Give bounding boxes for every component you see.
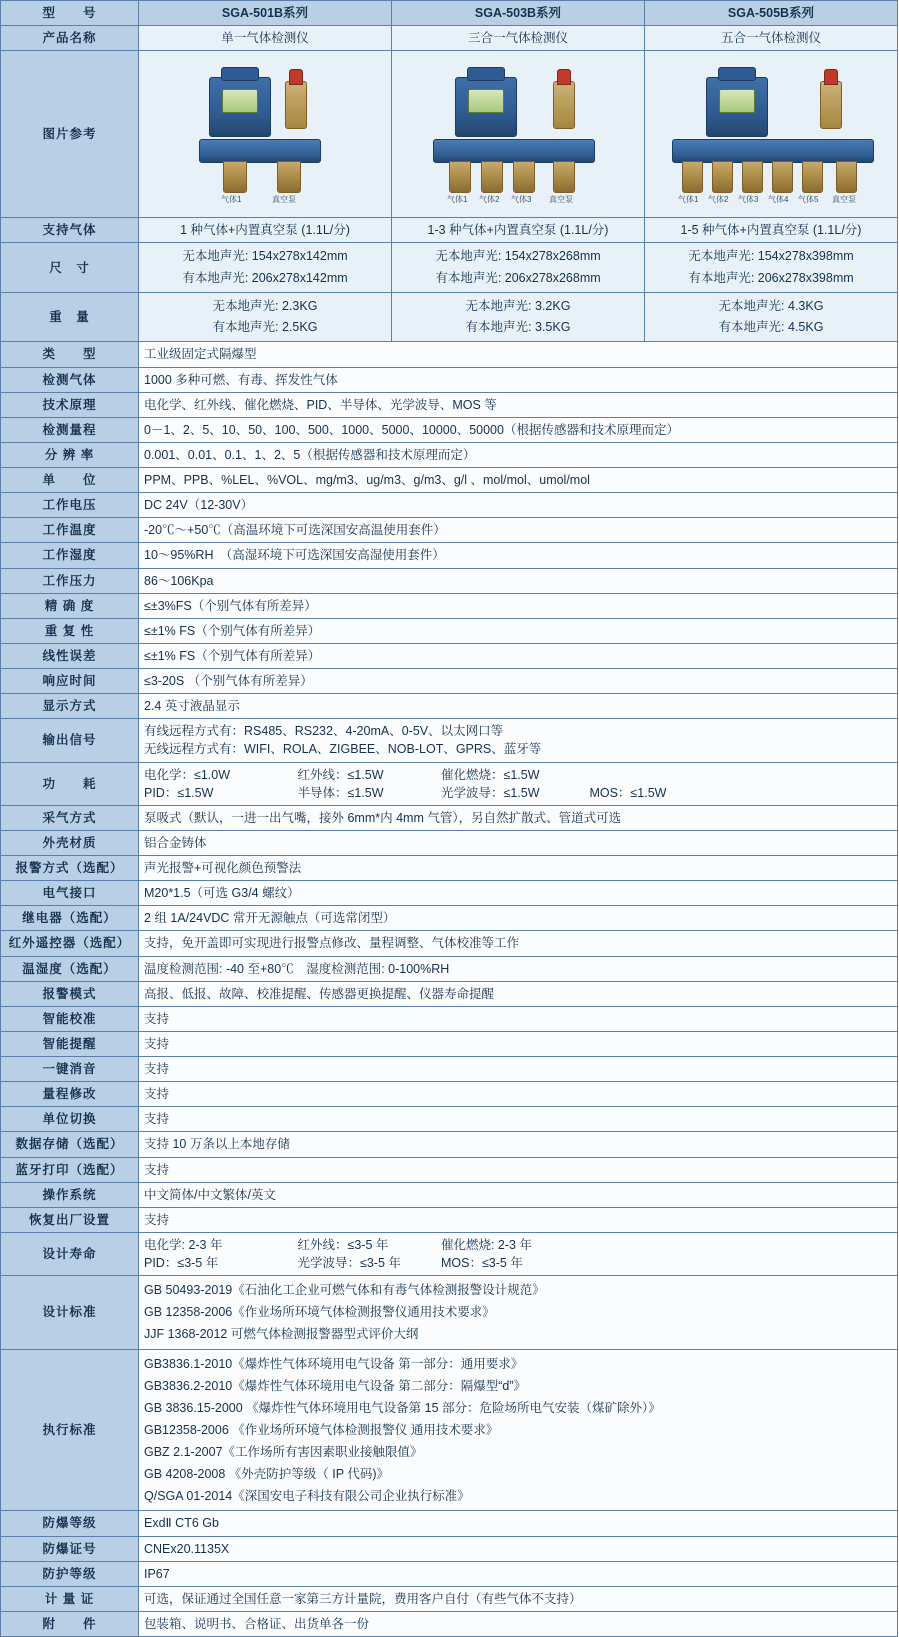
row-value: 五合一气体检测仪 bbox=[645, 26, 898, 51]
row-value: 单一气体检测仪 bbox=[139, 26, 392, 51]
manifold-bar bbox=[199, 139, 321, 163]
row-value: 支持 10 万条以上本地存储 bbox=[139, 1132, 898, 1157]
value-line: 有本地声光: 3.5KG bbox=[465, 320, 571, 335]
row-label: 精 确 度 bbox=[1, 593, 139, 618]
table-row-power bbox=[1, 762, 898, 805]
row-label: 产品名称 bbox=[1, 26, 139, 51]
power-item: 催化燃烧：≤1.5W bbox=[440, 767, 540, 782]
table-row bbox=[1, 956, 898, 981]
model-header-3: SGA-505B系列 bbox=[645, 1, 898, 26]
detector-screen bbox=[719, 89, 755, 113]
row-label: 报警方式（选配） bbox=[1, 856, 139, 881]
table-row bbox=[1, 805, 898, 830]
standard-line: GB 12358-2006《作业场所环境气体检测报警仪通用技术要求》 bbox=[144, 1305, 495, 1320]
value-line: 有本地声光: 2.5KG bbox=[212, 320, 318, 335]
row-value: M20*1.5（可选 G3/4 螺纹） bbox=[139, 881, 898, 906]
row-label: 单位切换 bbox=[1, 1107, 139, 1132]
row-value bbox=[139, 762, 898, 805]
row-label: 显示方式 bbox=[1, 694, 139, 719]
row-value: ≤3-20S （个别气体有所差异） bbox=[139, 669, 898, 694]
row-label: 技术原理 bbox=[1, 392, 139, 417]
standard-line: GB 4208-2008 《外壳防护等级（ IP 代码)》 bbox=[144, 1467, 389, 1482]
table-row bbox=[1, 1107, 898, 1132]
row-value: 支持 bbox=[139, 1082, 898, 1107]
product-image-cell-3 bbox=[645, 51, 898, 218]
table-row bbox=[1, 856, 898, 881]
lifetime-item: PID：≤3-5 年 bbox=[144, 1256, 219, 1270]
row-value bbox=[139, 1276, 898, 1349]
standard-line: GB 3836.15-2000 《爆炸性气体环境用电气设备第 15 部分：危险场所电气安装（煤矿除外）》 bbox=[144, 1400, 661, 1415]
caption-gas-5: 气体5 bbox=[798, 195, 819, 205]
standard-line: Q/SGA 01-2014《深国安电子科技有限公司企业执行标准》 bbox=[144, 1489, 470, 1504]
row-label: 设计寿命 bbox=[1, 1232, 139, 1275]
caption-gas-3: 气体3 bbox=[738, 195, 759, 205]
row-value: 支持 bbox=[139, 1031, 898, 1056]
caption-gas-2: 气体2 bbox=[708, 195, 729, 205]
row-value: PPM、PPB、%LEL、%VOL、mg/m3、ug/m3、g/m3、g/l 、mol/mol、umol/mol bbox=[139, 468, 898, 493]
table-row bbox=[1, 618, 898, 643]
row-value: 2 组 1A/24VDC 常开无源触点（可选常闭型） bbox=[139, 906, 898, 931]
row-label: 附 件 bbox=[1, 1611, 139, 1636]
row-value: 支持 bbox=[139, 1157, 898, 1182]
value-line bbox=[144, 766, 892, 784]
table-row bbox=[1, 392, 898, 417]
vacuum-pump bbox=[285, 81, 307, 129]
row-value: 0.001、0.01、0.1、1、2、5（根据传感器和技术原理而定） bbox=[139, 442, 898, 467]
row-label: 图片参考 bbox=[1, 51, 139, 218]
table-row bbox=[1, 830, 898, 855]
table-row bbox=[1, 568, 898, 593]
row-label: 单 位 bbox=[1, 468, 139, 493]
row-label: 报警模式 bbox=[1, 981, 139, 1006]
row-label: 温湿度（选配） bbox=[1, 956, 139, 981]
table-row bbox=[1, 1057, 898, 1082]
row-label: 数据存储（选配） bbox=[1, 1132, 139, 1157]
row-label: 工作压力 bbox=[1, 568, 139, 593]
sensor-module bbox=[513, 161, 535, 193]
table-row bbox=[1, 1586, 898, 1611]
sensor-module bbox=[836, 161, 857, 193]
table-row-design-standard bbox=[1, 1276, 898, 1349]
row-value bbox=[392, 243, 645, 293]
row-label: 类 型 bbox=[1, 342, 139, 367]
table-row bbox=[1, 1006, 898, 1031]
detector-screen bbox=[222, 89, 258, 113]
sensor-module bbox=[223, 161, 247, 193]
power-item: 半导体：≤1.5W bbox=[297, 785, 384, 800]
value-line bbox=[144, 1236, 892, 1254]
row-label: 采气方式 bbox=[1, 805, 139, 830]
row-value: 1-5 种气体+内置真空泵 (1.1L/分) bbox=[645, 218, 898, 243]
detector-top-cap bbox=[467, 67, 505, 81]
pump-top bbox=[824, 69, 838, 85]
row-label: 外壳材质 bbox=[1, 830, 139, 855]
detector-screen bbox=[468, 89, 504, 113]
lifetime-item: 催化燃烧: 2-3 年 bbox=[440, 1237, 532, 1252]
sensor-module bbox=[553, 161, 575, 193]
row-value: CNEx20.1135X bbox=[139, 1536, 898, 1561]
standard-line: GB3836.1-2010《爆炸性气体环境用电气设备 第一部分：通用要求》 bbox=[144, 1356, 524, 1371]
table-row bbox=[1, 468, 898, 493]
row-value bbox=[139, 243, 392, 293]
manifold-bar bbox=[672, 139, 874, 163]
row-label: 重 量 bbox=[1, 292, 139, 342]
value-line: 无本地声光: 154x278x142mm bbox=[182, 249, 348, 264]
row-label: 智能提醒 bbox=[1, 1031, 139, 1056]
sensor-module bbox=[277, 161, 301, 193]
value-line: 有本地声光: 206x278x142mm bbox=[182, 270, 348, 285]
table-row bbox=[1, 1611, 898, 1636]
row-label: 红外遥控器（选配） bbox=[1, 931, 139, 956]
detector-top-cap bbox=[221, 67, 259, 81]
table-row bbox=[1, 292, 898, 342]
caption-pump: 真空泵 bbox=[272, 195, 296, 205]
table-row-images bbox=[1, 51, 898, 218]
standard-line: GB 50493-2019《石油化工企业可燃气体和有毒气体检测报警设计规范》 bbox=[144, 1283, 545, 1298]
row-value: 0－1、2、5、10、50、100、500、1000、5000、10000、50000（根据传感器和技术原理而定） bbox=[139, 417, 898, 442]
table-row bbox=[1, 442, 898, 467]
device-illustration-1 bbox=[165, 59, 365, 209]
value-line: 有本地声光: 206x278x268mm bbox=[435, 270, 601, 285]
value-line: 无本地声光: 154x278x268mm bbox=[435, 249, 601, 264]
row-label: 工作电压 bbox=[1, 493, 139, 518]
row-value: 三合一气体检测仪 bbox=[392, 26, 645, 51]
standard-line: JJF 1368-2012 可燃气体检测报警器型式评价大纲 bbox=[144, 1327, 419, 1342]
row-value bbox=[645, 292, 898, 342]
table-row bbox=[1, 543, 898, 568]
row-label: 工作湿度 bbox=[1, 543, 139, 568]
sensor-module bbox=[742, 161, 763, 193]
table-row bbox=[1, 367, 898, 392]
table-row bbox=[1, 1182, 898, 1207]
table-row bbox=[1, 518, 898, 543]
table-row-lifetime bbox=[1, 1232, 898, 1275]
table-row-model bbox=[1, 1, 898, 26]
value-line bbox=[144, 1254, 892, 1272]
vacuum-pump bbox=[820, 81, 842, 129]
row-label: 工作温度 bbox=[1, 518, 139, 543]
row-label: 防护等级 bbox=[1, 1561, 139, 1586]
lifetime-item: MOS：≤3-5 年 bbox=[440, 1256, 523, 1270]
caption-gas-1: 气体1 bbox=[221, 195, 242, 205]
table-row bbox=[1, 1031, 898, 1056]
value-line: 无本地声光: 154x278x398mm bbox=[688, 249, 854, 264]
row-value: -20℃～+50℃（高温环境下可选深国安高温使用套件） bbox=[139, 518, 898, 543]
row-value: 支持 bbox=[139, 1107, 898, 1132]
row-value: 中文简体/中文繁体/英文 bbox=[139, 1182, 898, 1207]
device-illustration-3 bbox=[650, 59, 898, 209]
sensor-module bbox=[802, 161, 823, 193]
row-label: 功 耗 bbox=[1, 762, 139, 805]
table-row bbox=[1, 342, 898, 367]
table-row bbox=[1, 1511, 898, 1536]
row-label: 量程修改 bbox=[1, 1082, 139, 1107]
model-header-2: SGA-503B系列 bbox=[392, 1, 645, 26]
table-row bbox=[1, 1157, 898, 1182]
row-label: 执行标准 bbox=[1, 1349, 139, 1511]
row-value bbox=[139, 1232, 898, 1275]
pump-top bbox=[289, 69, 303, 85]
caption-gas-2: 气体2 bbox=[479, 195, 500, 205]
caption-gas-4: 气体4 bbox=[768, 195, 789, 205]
row-label: 响应时间 bbox=[1, 669, 139, 694]
caption-gas-3: 气体3 bbox=[511, 195, 532, 205]
row-label: 输出信号 bbox=[1, 719, 139, 762]
detector-top-cap bbox=[718, 67, 756, 81]
power-item: PID：≤1.5W bbox=[144, 785, 214, 800]
row-label: 继电器（选配） bbox=[1, 906, 139, 931]
row-value: 10～95%RH （高湿环境下可选深国安高湿使用套件） bbox=[139, 543, 898, 568]
row-value: ExdⅡ CT6 Gb bbox=[139, 1511, 898, 1536]
value-line bbox=[144, 784, 892, 802]
sensor-module bbox=[449, 161, 471, 193]
table-row bbox=[1, 493, 898, 518]
row-label: 智能校准 bbox=[1, 1006, 139, 1031]
caption-gas-1: 气体1 bbox=[678, 195, 699, 205]
table-row bbox=[1, 1082, 898, 1107]
value-line: 无线远程方式有：WIFI、ROLA、ZIGBEE、NOB-LOT、GPRS、蓝牙等 bbox=[144, 742, 542, 757]
row-value bbox=[392, 292, 645, 342]
table-row bbox=[1, 243, 898, 293]
standard-line: GB12358-2006 《作业场所环境气体检测报警仪 通用技术要求》 bbox=[144, 1422, 499, 1437]
power-item: MOS：≤1.5W bbox=[589, 785, 667, 800]
row-value bbox=[139, 292, 392, 342]
caption-pump: 真空泵 bbox=[549, 195, 573, 205]
value-line: 有本地声光: 4.5KG bbox=[718, 320, 824, 335]
row-value: 铝合金铸体 bbox=[139, 830, 898, 855]
row-label: 计 量 证 bbox=[1, 1586, 139, 1611]
row-value: 工业级固定式隔爆型 bbox=[139, 342, 898, 367]
table-row bbox=[1, 694, 898, 719]
lifetime-item: 红外线：≤3-5 年 bbox=[297, 1237, 389, 1252]
row-value: 高报、低报、故障、校准提醒、传感器更换提醒、仪器寿命提醒 bbox=[139, 981, 898, 1006]
product-image-cell-1 bbox=[139, 51, 392, 218]
device-illustration-2 bbox=[403, 59, 633, 209]
table-row-exec-standard bbox=[1, 1349, 898, 1511]
sensor-module bbox=[772, 161, 793, 193]
power-item: 红外线：≤1.5W bbox=[297, 767, 384, 782]
row-value bbox=[139, 719, 898, 762]
table-row-output bbox=[1, 719, 898, 762]
row-value: 包装箱、说明书、合格证、出货单各一份 bbox=[139, 1611, 898, 1636]
row-label: 检测气体 bbox=[1, 367, 139, 392]
power-item: 电化学：≤1.0W bbox=[144, 767, 231, 782]
product-image-cell-2 bbox=[392, 51, 645, 218]
sensor-module bbox=[712, 161, 733, 193]
lifetime-item: 电化学: 2-3 年 bbox=[144, 1237, 223, 1252]
table-row bbox=[1, 931, 898, 956]
row-value: ≤±1% FS（个别气体有所差异） bbox=[139, 643, 898, 668]
manifold-bar bbox=[433, 139, 595, 163]
row-label: 设计标准 bbox=[1, 1276, 139, 1349]
lifetime-item: 光学波导：≤3-5 年 bbox=[297, 1256, 401, 1270]
row-value: ≤±3%FS（个别气体有所差异） bbox=[139, 593, 898, 618]
row-value: 支持，免开盖即可实现进行报警点修改、量程调整、气体校准等工作 bbox=[139, 931, 898, 956]
caption-gas-1: 气体1 bbox=[447, 195, 468, 205]
row-label: 分 辨 率 bbox=[1, 442, 139, 467]
standard-line: GB3836.2-2010《爆炸性气体环境用电气设备 第二部分：隔爆型“d”》 bbox=[144, 1378, 527, 1393]
table-row bbox=[1, 906, 898, 931]
row-label: 防爆等级 bbox=[1, 1511, 139, 1536]
table-row bbox=[1, 981, 898, 1006]
table-row bbox=[1, 417, 898, 442]
row-label: 支持气体 bbox=[1, 218, 139, 243]
value-line: 有本地声光: 206x278x398mm bbox=[688, 270, 854, 285]
sensor-module bbox=[481, 161, 503, 193]
row-value: 声光报警+可视化颜色预警法 bbox=[139, 856, 898, 881]
table-row bbox=[1, 26, 898, 51]
standard-line: GBZ 2.1-2007《工作场所有害因素职业接触限值》 bbox=[144, 1445, 423, 1459]
row-value: 支持 bbox=[139, 1207, 898, 1232]
row-value: 1-3 种气体+内置真空泵 (1.1L/分) bbox=[392, 218, 645, 243]
row-label: 恢复出厂设置 bbox=[1, 1207, 139, 1232]
row-label: 一键消音 bbox=[1, 1057, 139, 1082]
row-label: 防爆证号 bbox=[1, 1536, 139, 1561]
table-row bbox=[1, 1207, 898, 1232]
table-row bbox=[1, 593, 898, 618]
row-label: 重 复 性 bbox=[1, 618, 139, 643]
row-value bbox=[139, 1349, 898, 1511]
value-line: 有线远程方式有：RS485、RS232、4-20mA、0-5V、以太网口等 bbox=[144, 724, 504, 739]
row-label-model: 型 号 bbox=[1, 1, 139, 26]
table-row bbox=[1, 218, 898, 243]
row-value: 86～106Kpa bbox=[139, 568, 898, 593]
table-row bbox=[1, 669, 898, 694]
row-value: 1000 多种可燃、有毒、挥发性气体 bbox=[139, 367, 898, 392]
model-header-1: SGA-501B系列 bbox=[139, 1, 392, 26]
table-row bbox=[1, 1132, 898, 1157]
row-label: 蓝牙打印（选配） bbox=[1, 1157, 139, 1182]
row-value: 电化学、红外线、催化燃烧、PID、半导体、光学波导、MOS 等 bbox=[139, 392, 898, 417]
value-line: 无本地声光: 3.2KG bbox=[465, 298, 571, 313]
row-value: 2.4 英寸液晶显示 bbox=[139, 694, 898, 719]
table-row bbox=[1, 643, 898, 668]
power-item: 光学波导：≤1.5W bbox=[440, 785, 540, 800]
row-value: ≤±1% FS（个别气体有所差异） bbox=[139, 618, 898, 643]
row-value: DC 24V（12-30V） bbox=[139, 493, 898, 518]
value-line: 无本地声光: 2.3KG bbox=[212, 298, 318, 313]
table-row bbox=[1, 881, 898, 906]
row-value: 可选，保证通过全国任意一家第三方计量院，费用客户自付（有些气体不支持） bbox=[139, 1586, 898, 1611]
row-value: 1 种气体+内置真空泵 (1.1L/分) bbox=[139, 218, 392, 243]
row-label: 检测量程 bbox=[1, 417, 139, 442]
value-line: 无本地声光: 4.3KG bbox=[718, 298, 824, 313]
row-value bbox=[645, 243, 898, 293]
row-value: 泵吸式（默认，一进一出气嘴，接外 6mm*内 4mm 气管），另自然扩散式、管道式可选 bbox=[139, 805, 898, 830]
row-value: 支持 bbox=[139, 1006, 898, 1031]
pump-top bbox=[557, 69, 571, 85]
row-value: 支持 bbox=[139, 1057, 898, 1082]
table-row bbox=[1, 1536, 898, 1561]
row-label: 操作系统 bbox=[1, 1182, 139, 1207]
row-label: 电气接口 bbox=[1, 881, 139, 906]
caption-pump: 真空泵 bbox=[832, 195, 856, 205]
sensor-module bbox=[682, 161, 703, 193]
row-value: 温度检测范围: -40 至+80℃ 湿度检测范围: 0-100%RH bbox=[139, 956, 898, 981]
row-label: 线性误差 bbox=[1, 643, 139, 668]
row-value: IP67 bbox=[139, 1561, 898, 1586]
row-label: 尺 寸 bbox=[1, 243, 139, 293]
table-row bbox=[1, 1561, 898, 1586]
vacuum-pump bbox=[553, 81, 575, 129]
